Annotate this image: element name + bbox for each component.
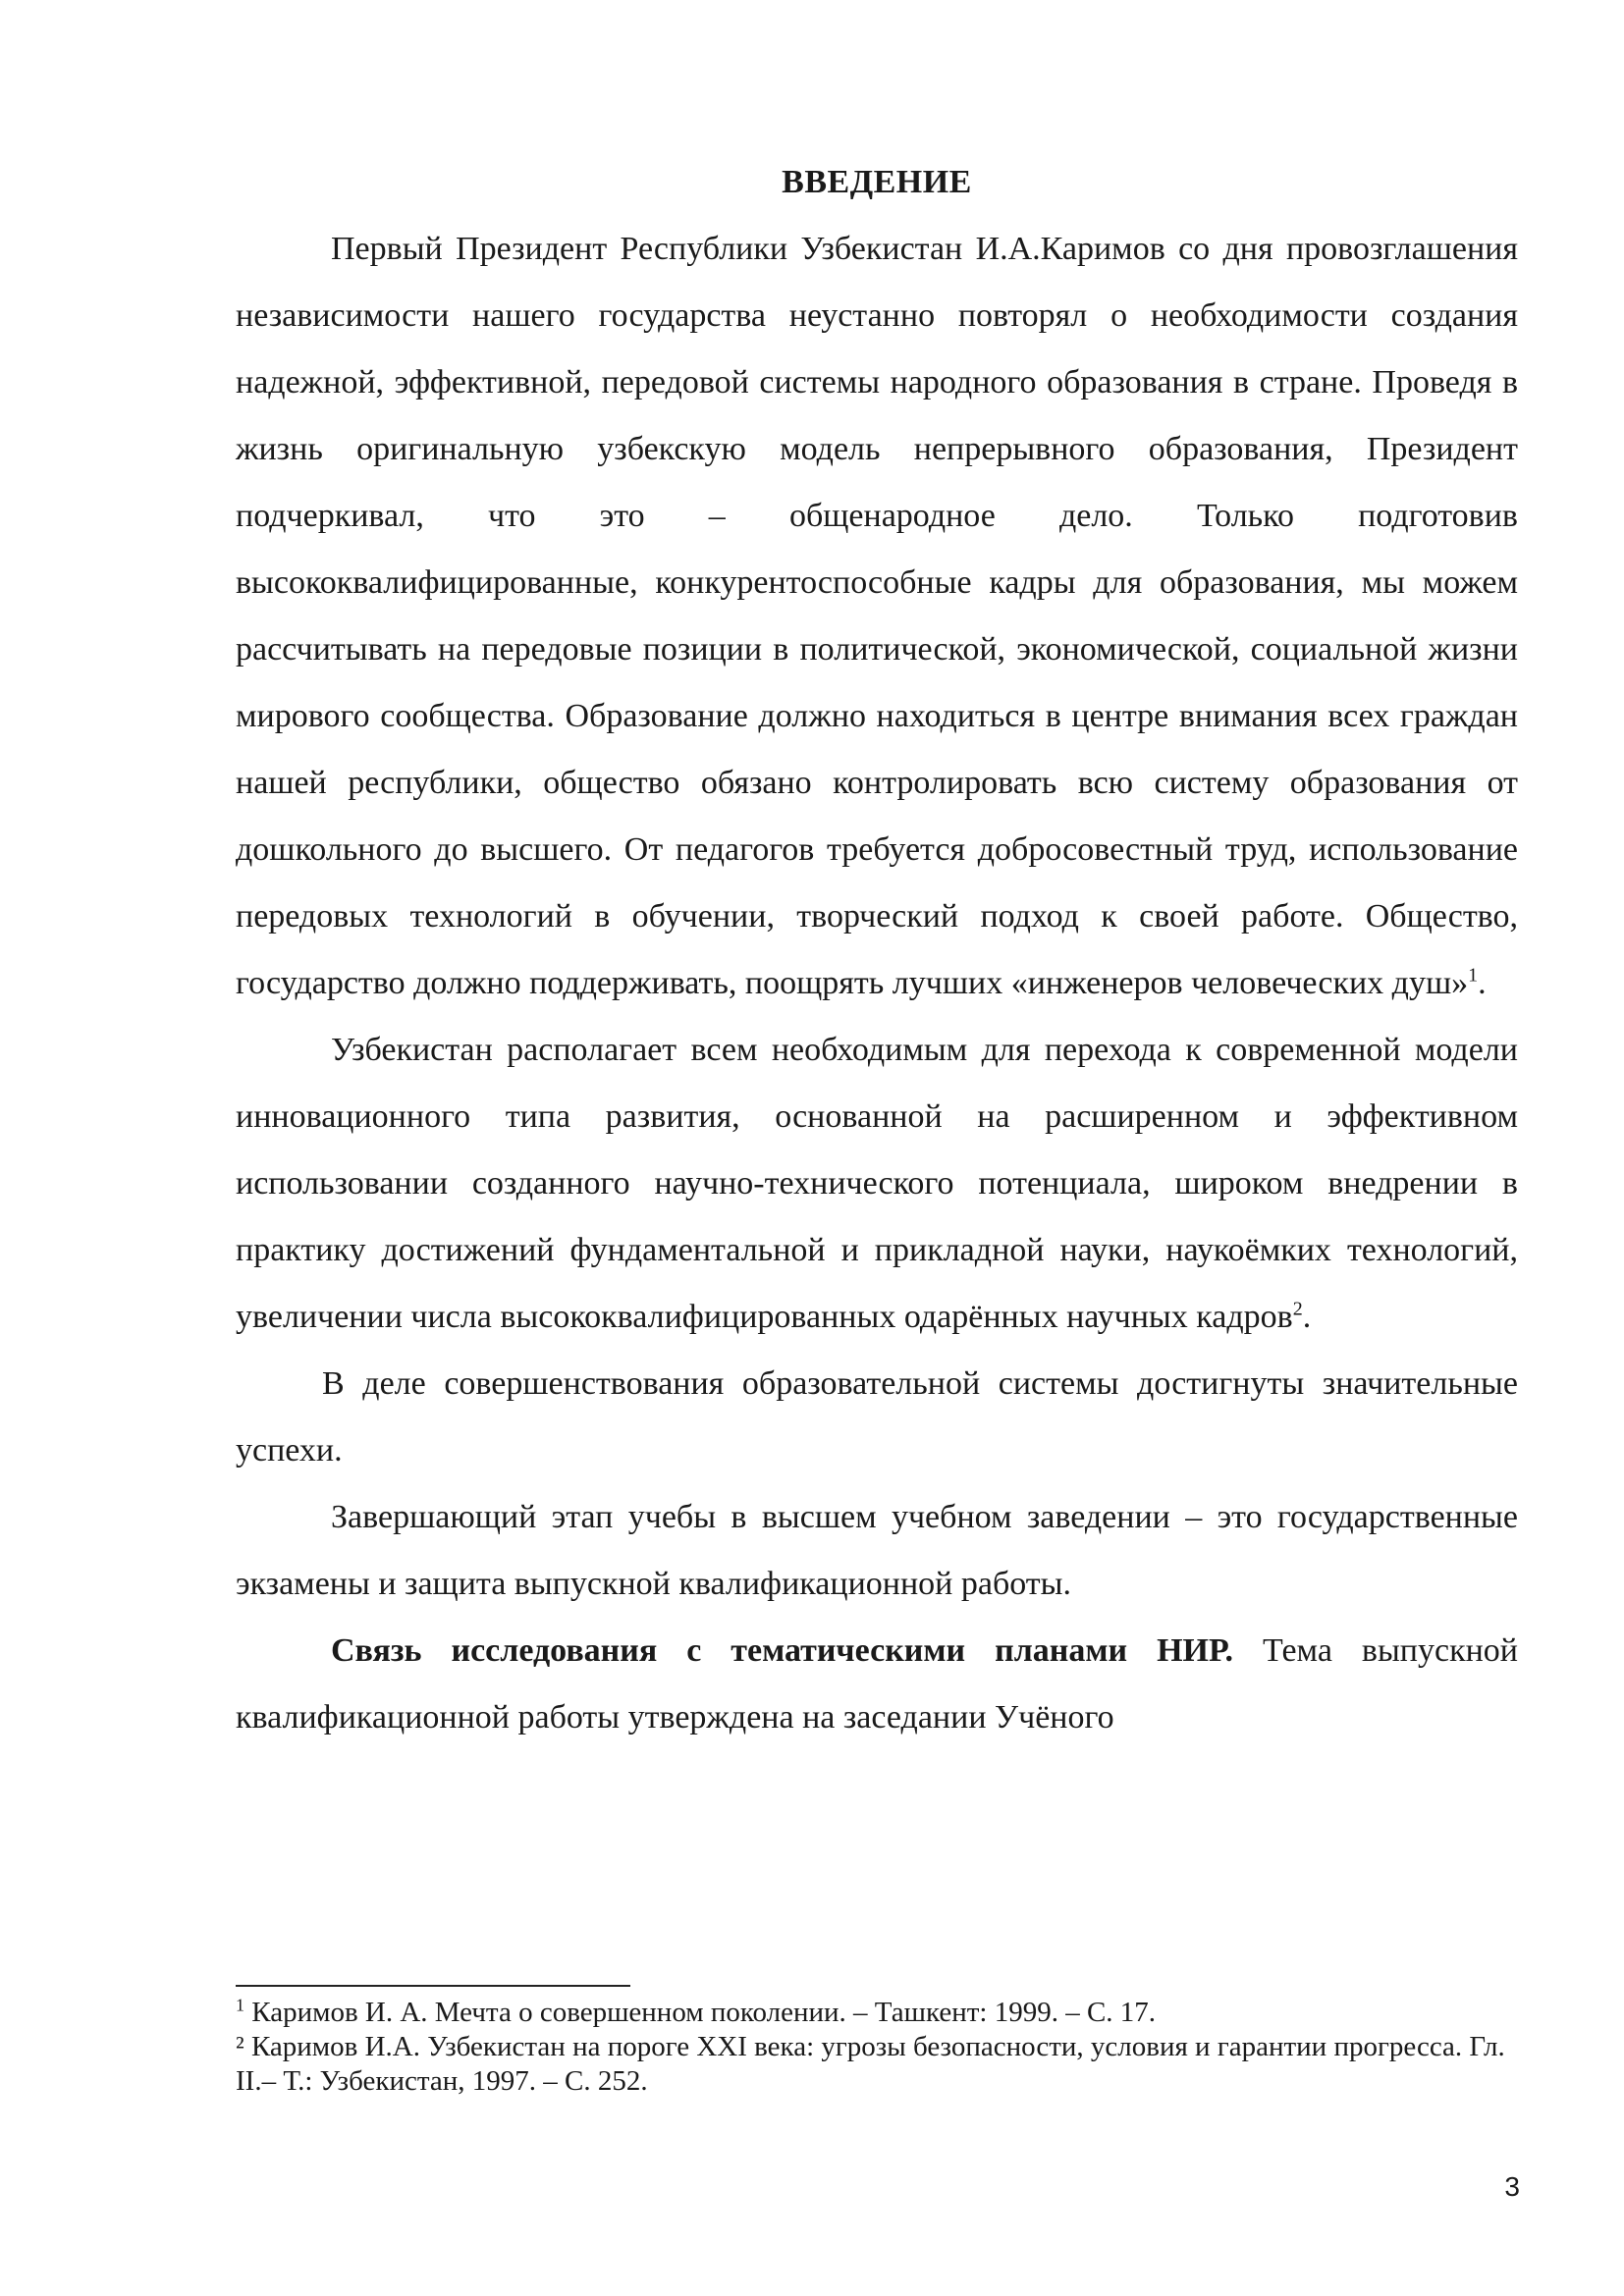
- paragraph-2-text: Узбекистан располагает всем необходимым для перехода к современной модели инновационного типа развития, основанной на расширенном и эффективном использовании созданного научно-технического потенциала, широком внедрении в практику достижений фундаментальной и прикладной науки, наукоёмких технологий, увеличении числа высококвалифицированных одарённых научных кадров: [236, 1032, 1518, 1335]
- footnote-1: [236, 1996, 1518, 2030]
- paragraph-1-text: Первый Президент Республики Узбекистан И.А.Каримов со дня провозглашения независимости нашего государства неустанно повторял о необходимости создания надежной, эффективной, передовой системы народного образования в стране. Проведя в жизнь оригинальную узбекскую модель непрерывного образования, Президент подчеркивал, что это – общенародное дело. Только подготовив высококвалифицированные, конкурентоспособные кадры для образования, мы можем рассчитывать на передовые позиции в политической, экономической, социальной жизни мирового сообщества. Образование должно находиться в центре внимания всех граждан нашей республики, общество обязано контролировать всю систему образования от дошкольного до высшего. От педагогов требуется добросовестный труд, использование передовых технологий в обучении, творческий подход к своей работе. Общество, государство должно поддерживать, поощрять лучших «инженеров человеческих душ»: [236, 231, 1518, 1001]
- paragraph-2: [236, 1017, 1518, 1351]
- paragraph-5-text: Тема выпускной квалификационной работы утверждена на заседании Учёного: [236, 1632, 1519, 1735]
- paragraph-2-tail: .: [1302, 1299, 1312, 1335]
- section-lead-heading: Связь исследования с тематическими планами НИР.: [331, 1632, 1234, 1669]
- footnotes: [236, 1996, 1518, 2099]
- footnote-separator: [236, 1985, 630, 1987]
- paragraph-4: [236, 1484, 1518, 1618]
- page-title: ВВЕДЕНИЕ: [782, 164, 972, 200]
- footnote-ref-2[interactable]: 2: [1292, 1298, 1303, 1320]
- paragraph-3-text: В деле совершенствования образовательной системы достигнуты значительные успехи.: [236, 1365, 1518, 1468]
- footnote-ref-1[interactable]: 1: [1468, 964, 1479, 987]
- page-number: 3: [1504, 2171, 1520, 2202]
- footnote-2-text: Каримов И.А. Узбекистан на пороге XXI века: угрозы безопасности, условия и гарантии прогресса. Гл. II.– Т.: Узбекистан, 1997. – С. 252.: [236, 2031, 1505, 2097]
- paragraph-5: [236, 1618, 1518, 1751]
- paragraph-1-tail: .: [1478, 965, 1487, 1001]
- paragraph-4-text: Завершающий этап учебы в высшем учебном заведении – это государственные экзамены и защита выпускной квалификационной работы.: [236, 1499, 1518, 1602]
- footnote-2-mark: ²: [236, 2031, 244, 2062]
- body-text: [236, 216, 1518, 1751]
- footnote-2: [236, 2030, 1518, 2099]
- paragraph-1: [236, 216, 1518, 1017]
- footnote-1-text: Каримов И. А. Мечта о совершенном поколении. – Ташкент: 1999. – С. 17.: [244, 1997, 1157, 2028]
- paragraph-3: [236, 1351, 1518, 1484]
- footnote-1-mark: 1: [236, 1995, 244, 2015]
